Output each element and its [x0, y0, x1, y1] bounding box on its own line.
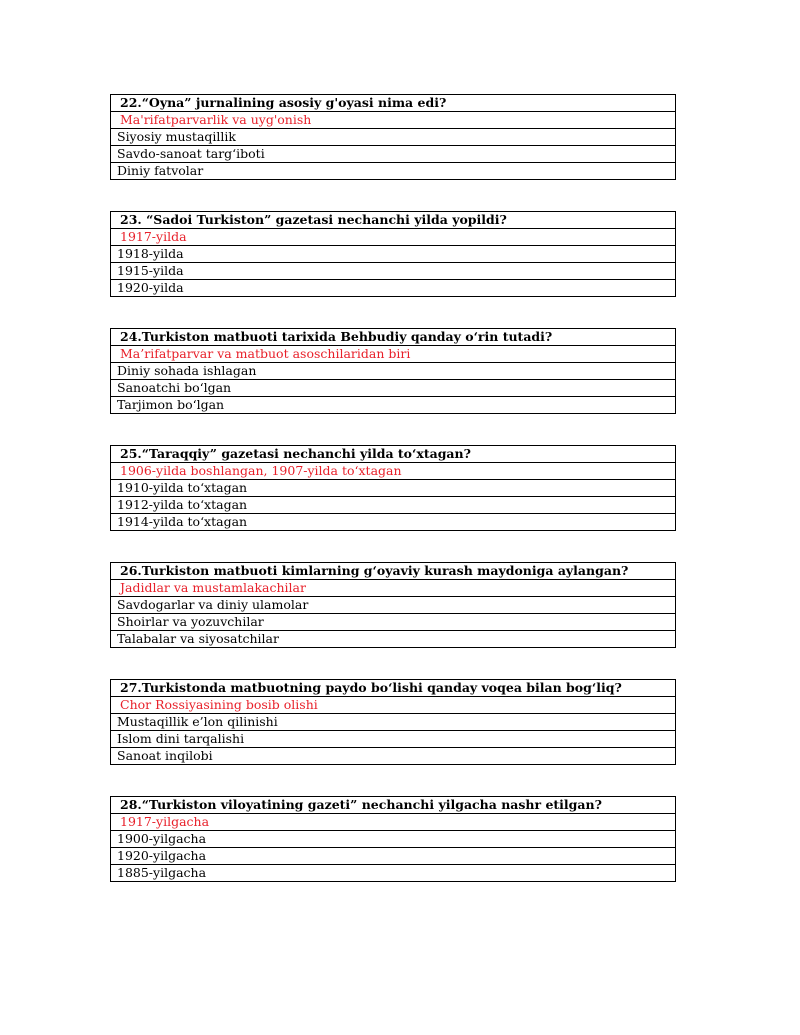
correct-answer: Ma'rifatparvarlik va uyg'onish [111, 111, 675, 128]
correct-answer: Jadidlar va mustamlakachilar [111, 579, 675, 596]
question-block-26 [110, 562, 676, 648]
answer-option: Mustaqillik e’lon qilinishi [111, 713, 675, 730]
answer-option: 1912-yilda to‘xtagan [111, 496, 675, 513]
question-text: 24.Turkiston matbuoti tarixida Behbudiy qanday o‘rin tutadi? [120, 329, 553, 344]
question-text: 26.Turkiston matbuoti kimlarning g‘oyaviy kurash maydoniga aylangan? [120, 563, 629, 578]
question-text: 23. “Sadoi Turkiston” gazetasi nechanchi yilda yopildi? [120, 212, 507, 227]
correct-answer: Chor Rossiyasining bosib olishi [111, 696, 675, 713]
question-block-23 [110, 211, 676, 297]
answer-option: 1920-yilgacha [111, 847, 675, 864]
answer-option: Sanoatchi bo‘lgan [111, 379, 675, 396]
question-block-27 [110, 679, 676, 765]
question-text: 27.Turkistonda matbuotning paydo bo‘lishi qanday voqea bilan bog‘liq? [120, 680, 622, 695]
correct-answer: 1917-yilda [111, 228, 675, 245]
question-text: 22.“Oyna” jurnalining asosiy g'oyasi nima edi? [120, 95, 447, 110]
correct-answer: 1906-yilda boshlangan, 1907-yilda to‘xtagan [111, 462, 675, 479]
answer-option: Sanoat inqilobi [111, 747, 675, 764]
answer-option: 1900-yilgacha [111, 830, 675, 847]
answer-option: 1920-yilda [111, 279, 675, 296]
answer-option: Diniy sohada ishlagan [111, 362, 675, 379]
answer-option: Siyosiy mustaqillik [111, 128, 675, 145]
answer-option: 1914-yilda to‘xtagan [111, 513, 675, 530]
answer-option: 1885-yilgacha [111, 864, 675, 881]
quiz-page [110, 94, 676, 913]
answer-option: Tarjimon bo‘lgan [111, 396, 675, 413]
answer-option: Savdogarlar va diniy ulamolar [111, 596, 675, 613]
question-text: 28.“Turkiston viloyatining gazeti” nechanchi yilgacha nashr etilgan? [120, 797, 602, 812]
answer-option: Shoirlar va yozuvchilar [111, 613, 675, 630]
answer-option: 1915-yilda [111, 262, 675, 279]
question-block-28 [110, 796, 676, 882]
question-block-25 [110, 445, 676, 531]
correct-answer: Ma’rifatparvar va matbuot asoschilaridan biri [111, 345, 675, 362]
question-block-22 [110, 94, 676, 180]
answer-option: Talabalar va siyosatchilar [111, 630, 675, 647]
answer-option: 1910-yilda to‘xtagan [111, 479, 675, 496]
correct-answer: 1917-yilgacha [111, 813, 675, 830]
answer-option: 1918-yilda [111, 245, 675, 262]
answer-option: Diniy fatvolar [111, 162, 675, 179]
question-block-24 [110, 328, 676, 414]
answer-option: Islom dini tarqalishi [111, 730, 675, 747]
question-text: 25.“Taraqqiy” gazetasi nechanchi yilda to‘xtagan? [120, 446, 471, 461]
answer-option: Savdo-sanoat targ‘iboti [111, 145, 675, 162]
